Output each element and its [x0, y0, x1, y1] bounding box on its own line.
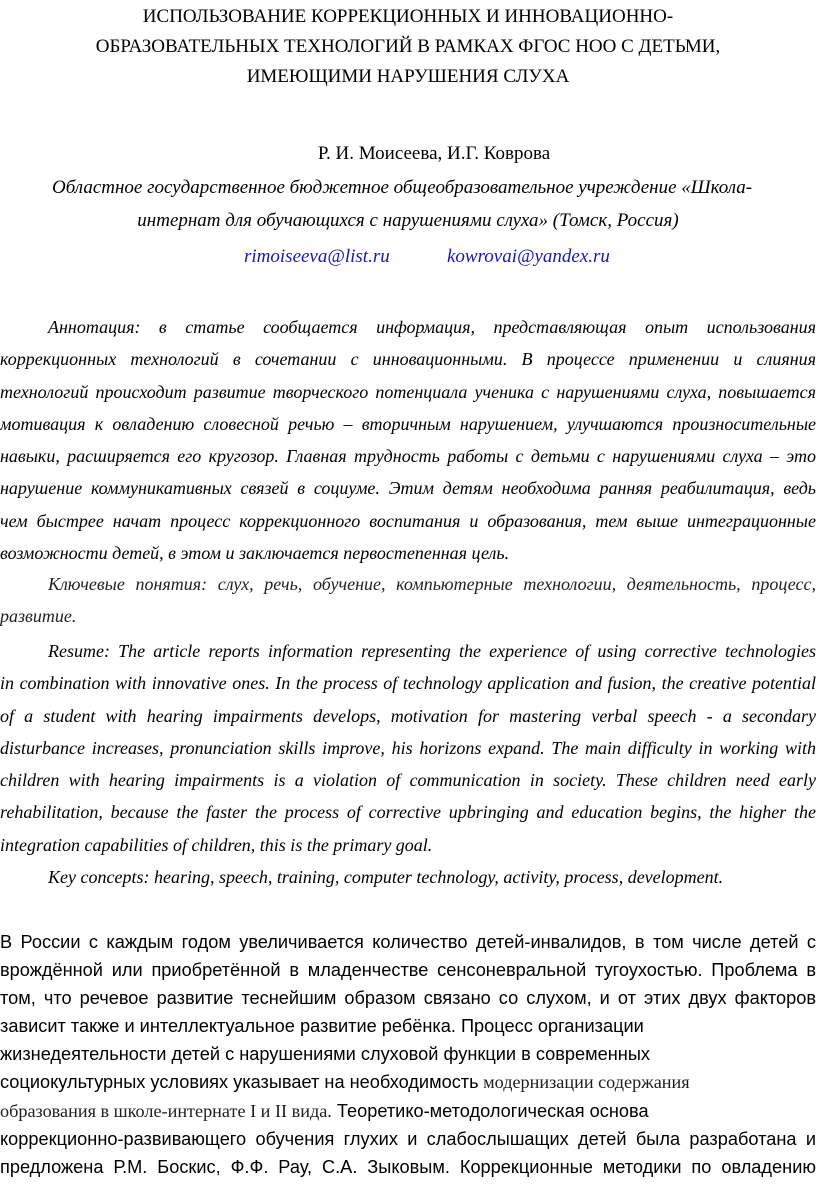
affiliation-line-2: интернат для обучающихся с нарушениями слуха» (Томск, Россия) [137, 210, 679, 231]
resume-line: Resume: The article reports information representing the experience of using corrective technologies [48, 641, 816, 661]
resume-line: rehabilitation, because the faster the process of corrective upbringing and education begins, the higher the [0, 802, 816, 823]
body-line-part: модернизации содержания [478, 1072, 690, 1093]
authors: Р. И. Моисеева, И.Г. Коврова [317, 143, 551, 164]
email-link-1[interactable]: rimoiseeva@list.ru [244, 246, 390, 267]
body-line: жизнедеятельности детей с нарушениями слуховой функции в современных [0, 1044, 651, 1065]
body-line: том, что речевое развитие теснейшим образом связано со слухом, и от этих двух факторов [0, 988, 816, 1009]
keywords-line: развитие. [0, 606, 77, 627]
resume-line: children with hearing impairments is a violation of communication in society. These children need early [0, 770, 816, 791]
body-line [0, 1068, 816, 1096]
resume-line: in combination with innovative ones. In the process of technology application and fusion, the creative potential [0, 673, 816, 694]
abstract-line: нарушение коммуникативных связей в социуме. Этим детям необходима ранняя реабилитация, ведь [0, 478, 816, 499]
body-line: В России с каждым годом увеличивается количество детей-инвалидов, в том числе детей с [0, 932, 816, 952]
paper-title [0, 2, 816, 92]
abstract-line: технологий происходит развитие творческого потенциала ученика с нарушениями слуха, повышается [0, 381, 816, 402]
body-line: коррекционно-развивающего обучения глухих и слабослышащих детей была разработана и [0, 1128, 816, 1149]
title-line-3: ИМЕЮЩИМИ НАРУШЕНИЯ СЛУХА [246, 66, 570, 87]
body-line-part: Теоретико-методологическая основа [331, 1100, 649, 1121]
key-concepts-en [0, 861, 816, 893]
body-line: зависит также и интеллектуальное развитие ребёнка. Процесс организации [0, 1016, 644, 1037]
body-line: предложена Р.М. Боскис, Ф.Ф. Рау, С.А. Зыковым. Коррекционные методики по овладению [0, 1156, 816, 1177]
body-line-part: образования в школе-интернате I и II вида. [0, 1100, 332, 1121]
resume-line: integration capabilities of children, this is the primary goal. [0, 834, 433, 855]
keywords-line: Ключевые понятия: слух, речь, обучение, компьютерные технологии, деятельность, процесс, [48, 574, 816, 594]
affiliation-line-1: Областное государственное бюджетное общеобразовательное учреждение «Школа- [52, 177, 753, 198]
title-line-2: ОБРАЗОВАТЕЛЬНЫХ ТЕХНОЛОГИЙ В РАМКАХ ФГОС НОО С ДЕТЬМИ, [95, 36, 721, 57]
keywords-ru [0, 568, 816, 633]
abstract-line: возможности детей, в этом и заключается первостепенная цель. [0, 543, 510, 564]
key-concepts-line: Key concepts: hearing, speech, training, computer technology, activity, process, development. [48, 867, 724, 887]
body-line [0, 1097, 816, 1125]
abstract-line: мотивация к овладению словесной речью – вторичным нарушением, улучшаются произносительные [0, 413, 816, 434]
resume-line: disturbance increases, pronunciation skills improve, his horizons expand. The main difficulty in working with [0, 737, 816, 758]
body-paragraph [0, 928, 816, 1181]
abstract-line: навыки, расширяется его кругозор. Главная трудность работы с детьми с нарушениями слуха – это [0, 446, 816, 467]
resume-line: of a student with hearing impairments develops, motivation for mastering verbal speech - a secondary [0, 705, 816, 726]
abstract-line: чем быстрее начат процесс коррекционного воспитания и образования, тем выше интеграционные [0, 510, 816, 531]
body-line: врождённой или приобретённой в младенчестве сенсоневральной тугоухостью. Проблема в [0, 960, 816, 981]
abstract-line: коррекционных технологий в сочетании с инновационными. В процессе применении и слияния [0, 349, 816, 370]
abstract [0, 311, 816, 569]
title-line-1: ИСПОЛЬЗОВАНИЕ КОРРЕКЦИОННЫХ И ИННОВАЦИОННО- [142, 6, 674, 27]
body-line-part: социокультурных условиях указывает на необходимость [0, 1072, 479, 1093]
resume-en [0, 635, 816, 861]
abstract-line: Аннотация: в статье сообщается информация, представляющая опыт использования [48, 317, 816, 337]
email-link-2[interactable]: kowrovai@yandex.ru [447, 246, 610, 267]
